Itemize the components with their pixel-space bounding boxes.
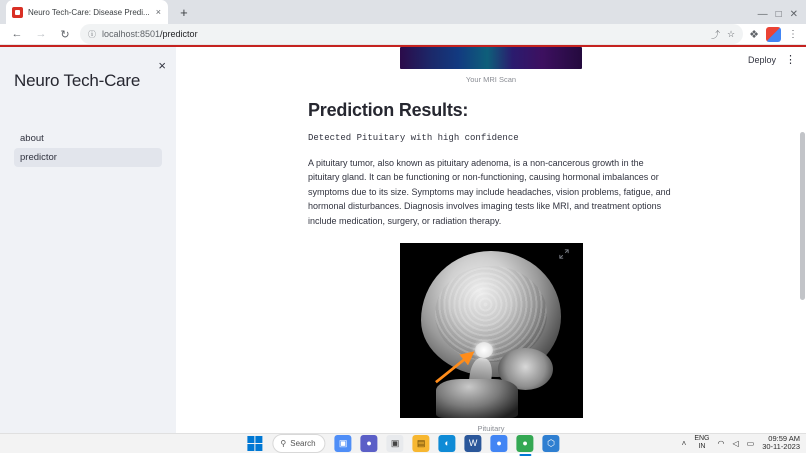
- store-icon[interactable]: ▣: [387, 435, 404, 452]
- edge-icon[interactable]: ◐: [439, 435, 456, 452]
- file-explorer-icon[interactable]: ▤: [413, 435, 430, 452]
- language-line2: IN: [698, 443, 706, 451]
- app-content: [176, 47, 806, 433]
- minimize-icon[interactable]: —: [757, 9, 768, 20]
- system-tray: [682, 435, 800, 452]
- app-top-actions: [748, 55, 796, 66]
- sidebar-collapse-icon[interactable]: ×: [158, 57, 166, 73]
- taskbar-search[interactable]: [272, 434, 325, 453]
- info-icon[interactable]: ⓘ: [88, 29, 96, 39]
- prediction-description: A pituitary tumor, also known as pituitary adenoma, is a non-cancerous growth in the pituitary gland. It can be functioning or non-functioning, causing hormonal imbalances or symptoms due to its size. Symptoms may include headaches, vision problems, fatigue, and hormonal disturbances. Diagnosis involves imaging tests like MRI, and treatment options include medication, surgery, or radiation therapy.: [308, 157, 671, 226]
- language-indicator[interactable]: [694, 435, 709, 451]
- scrollbar-thumb[interactable]: [800, 132, 805, 300]
- app-menu-icon[interactable]: ⋮: [785, 53, 796, 66]
- web-page: [0, 47, 806, 433]
- page-scrollbar[interactable]: [799, 47, 806, 433]
- new-tab-button[interactable]: +: [180, 4, 188, 20]
- address-bar-text: [102, 29, 198, 39]
- search-placeholder: Search: [290, 438, 316, 448]
- scan-caption: Pituitary: [477, 423, 505, 433]
- clock[interactable]: [762, 435, 800, 452]
- address-path: /predictor: [160, 29, 198, 40]
- expand-icon[interactable]: [559, 249, 569, 259]
- page-title: Prediction Results:: [308, 99, 469, 120]
- sidebar-item-predictor[interactable]: predictor: [14, 148, 162, 167]
- app-title: Neuro Tech-Care: [14, 70, 141, 90]
- browser-toolbar: [0, 24, 806, 45]
- sidebar-item-about[interactable]: about: [20, 132, 44, 144]
- taskbar-apps: [246, 434, 559, 453]
- start-button[interactable]: [246, 435, 263, 452]
- toolbar-right-actions: [749, 27, 798, 42]
- address-bar[interactable]: [80, 24, 743, 44]
- chrome-icon[interactable]: ●: [491, 435, 508, 452]
- browser-menu-icon[interactable]: ⋮: [788, 28, 798, 40]
- windows-taskbar: [0, 433, 806, 453]
- chevron-up-icon[interactable]: ˄: [681, 438, 687, 448]
- search-icon: ⚲: [280, 438, 287, 448]
- mri-thumbnail-caption: Your MRI Scan: [465, 74, 517, 84]
- profile-avatar[interactable]: [766, 27, 781, 42]
- browser-tab-title: Neuro Tech-Care: Disease Predi...: [28, 7, 150, 17]
- clock-date: 30-11-2023: [762, 442, 800, 452]
- maximize-icon[interactable]: □: [775, 9, 782, 20]
- content-block: [308, 47, 674, 433]
- browser-tab-strip: [0, 0, 806, 24]
- forward-icon[interactable]: →: [35, 28, 47, 41]
- browser-tab[interactable]: [6, 0, 168, 24]
- app-main: [176, 47, 806, 433]
- wifi-icon[interactable]: ◠: [717, 438, 725, 448]
- address-host: localhost:8501: [102, 29, 161, 40]
- reload-icon[interactable]: ↻: [60, 28, 70, 41]
- annotation-arrow-icon: [429, 348, 484, 387]
- back-icon[interactable]: ←: [11, 28, 23, 41]
- clock-time: 09:59 AM: [768, 433, 800, 443]
- language-line1: ENG: [694, 435, 710, 443]
- app-sidebar: [0, 47, 176, 433]
- window-controls: [758, 9, 806, 24]
- vscode-icon[interactable]: ⬡: [543, 435, 560, 452]
- chrome-active-icon[interactable]: ●: [517, 435, 534, 452]
- extensions-icon[interactable]: ❖: [749, 28, 759, 41]
- uploaded-mri-thumbnail: [400, 47, 582, 69]
- teams-icon[interactable]: ●: [361, 435, 378, 452]
- mri-scan-image: [400, 243, 583, 418]
- sidebar-nav: [14, 129, 162, 167]
- widgets-icon[interactable]: ▣: [335, 435, 352, 452]
- streamlit-favicon-icon: [12, 7, 23, 18]
- share-icon[interactable]: ⤴: [711, 29, 721, 40]
- deploy-button[interactable]: Deploy: [747, 55, 776, 66]
- bookmark-star-icon[interactable]: ☆: [727, 28, 736, 39]
- word-icon[interactable]: W: [465, 435, 482, 452]
- scan-image-wrapper: [308, 243, 674, 418]
- close-icon[interactable]: ×: [155, 6, 161, 17]
- window-close-icon[interactable]: ✕: [789, 9, 798, 20]
- volume-icon[interactable]: ◁: [732, 438, 739, 448]
- prediction-code-output: Detected Pituitary with high confidence: [308, 132, 519, 143]
- battery-icon[interactable]: ▭: [746, 438, 755, 448]
